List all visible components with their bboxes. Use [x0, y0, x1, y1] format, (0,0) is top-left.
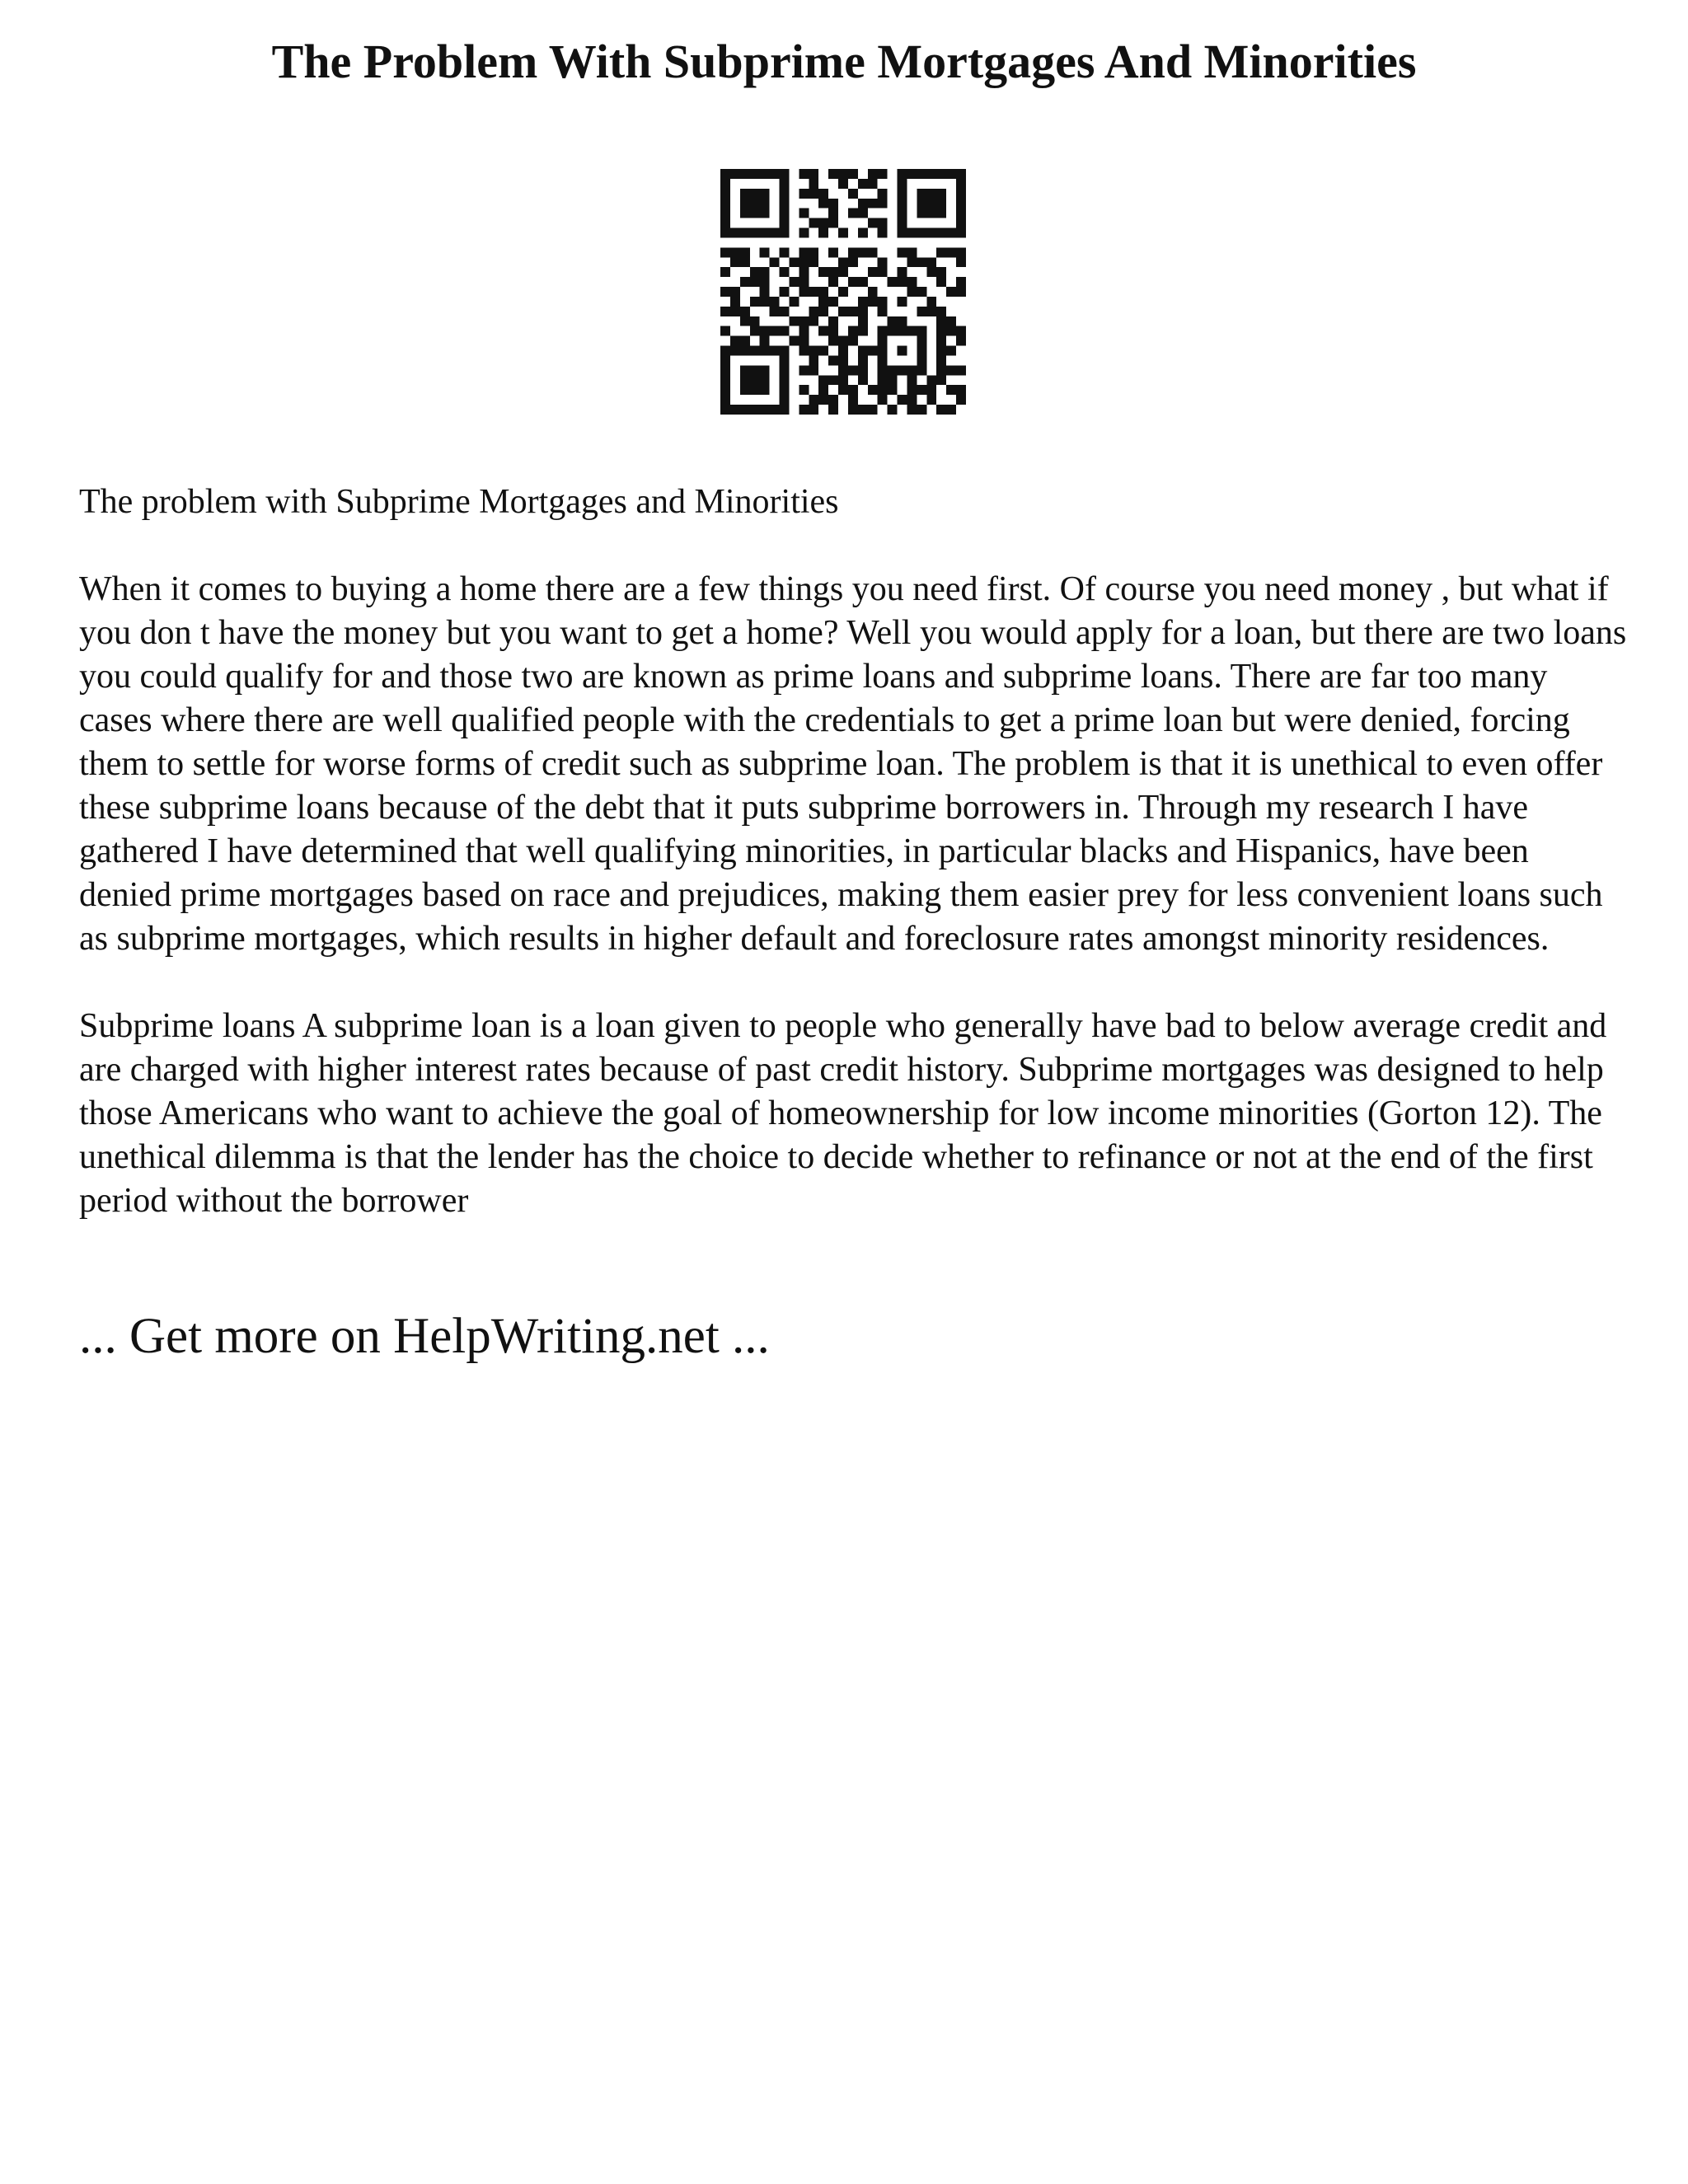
qr-code-icon [720, 169, 966, 415]
document-body [79, 480, 1629, 1267]
document-subtitle: The problem with Subprime Mortgages and Minorities [79, 483, 839, 521]
get-more-link[interactable]: ... Get more on HelpWriting.net ... [79, 1309, 770, 1364]
body-paragraph-intro: When it comes to buying a home there are a few things you need first. Of course you need money , but what if you don t have the money but you want to get a home? Well you would apply for a loan, but there are two loans you could qualify for and those two are known as prime loans and subprime loans. There are far too many cases where there are well qualified people with the credentials to get a prime loan but were denied, forcing them to settle for worse forms of credit such as subprime loan. The problem is that it is unethical to even offer these subprime loans because of the debt that it puts subprime borrowers in. Through my research I have gathered I have determined that well qualifying minorities, in particular blacks and Hispanics, have been denied prime mortgages based on race and prejudices, making them easier prey for less convenient loans such as subprime mortgages, which results in higher default and foreclosure rates amongst minority residences. [79, 570, 1627, 958]
body-paragraph-subprime-loans: Subprime loans A subprime loan is a loan given to people who generally have bad to below average credit and are charged with higher interest rates because of past credit history. Subprime mortgages was designed to help those Americans who want to achieve the goal of homeownership for low income minorities (Gorton 12). The unethical dilemma is that the lender has the choice to decide whether to refinance or not at the end of the first period without the borrower [79, 1007, 1607, 1220]
document-title: The Problem With Subprime Mortgages And Minorities [271, 35, 1417, 88]
